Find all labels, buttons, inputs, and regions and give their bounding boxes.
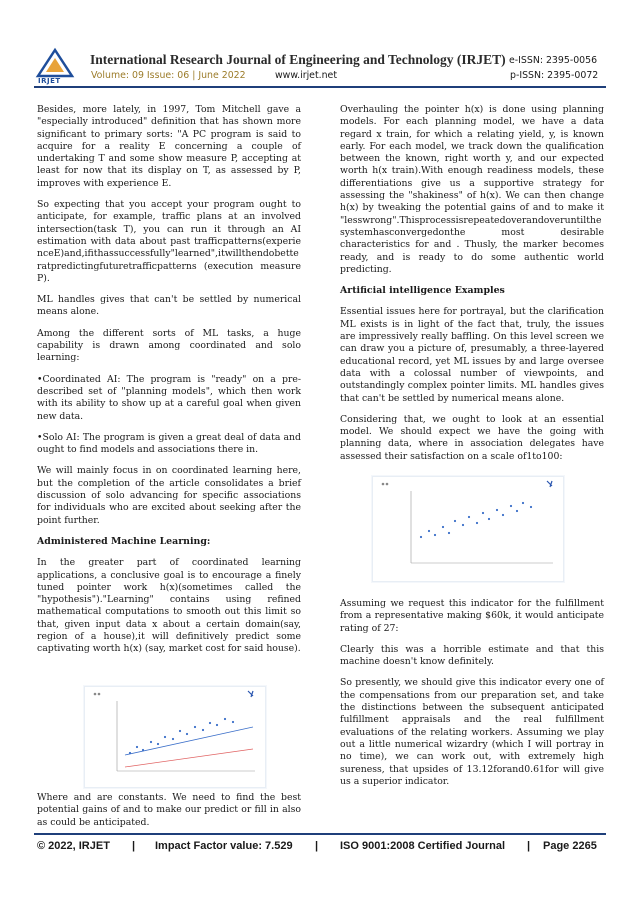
p-issn: p-ISSN: 2395-0072 <box>510 70 599 81</box>
toolbar-dot-icon <box>98 693 101 696</box>
scatter-points <box>420 502 532 538</box>
toolbar-dot-icon <box>94 693 97 696</box>
paragraph: Among the different sorts of ML tasks, a huge capability is drawn among coordinated and solo learning: <box>37 327 301 364</box>
paragraph: Essential issues here for portrayal, but the clarification ML exists is in light of the fact that, truly, the issues are impressively really baffling. On this level screen we can draw you a picture of, presumably, a three-layered educational record, yet ML issues by and large oversee data with a colossal number of viewpoints, and outstandingly complex pointer limits. ML handles gives that can't be settled by numerical means alone. <box>340 306 604 404</box>
footer-page-number: Page 2265 <box>543 840 597 852</box>
paragraph-text: (execution measure P). <box>37 260 301 284</box>
paragraph-text: trafficpatterns(experienceE)and,ifithassuccessfully"learned",itwillthendobetteratpredictingfuturetrafficpatterns <box>37 235 301 272</box>
bullet-icon: • <box>37 431 43 443</box>
bullet-item <box>37 374 301 423</box>
bullet-item <box>37 432 301 457</box>
paragraph-text: So expecting that you accept your program ought to anticipate, for example, traffic plans at an involved intersection(task T), you can run it through an AI estimation with data about past <box>37 199 301 247</box>
bullet-text: Coordinated AI: The program is "ready" on a pre-described set of "planning models", which then work with its ability to show up at a careful goal when given new data. <box>37 373 301 422</box>
footer-iso: ISO 9001:2008 Certified Journal <box>340 840 506 852</box>
footer-separator: | <box>132 840 136 852</box>
left-column-bottom <box>37 792 301 838</box>
header-divider <box>34 86 606 88</box>
left-column <box>37 104 301 665</box>
footer-separator: | <box>527 840 531 852</box>
paragraph: We will mainly focus in on coordinated learning here, but the completion of the article consolidates a brief discussion of solo advancing for specific associations for individuals who are excited about seeking after the point further. <box>37 465 301 526</box>
footer-impact-factor: Impact Factor value: 7.529 <box>155 840 293 852</box>
pencil-icon <box>248 691 253 697</box>
footer-separator: | <box>315 840 319 852</box>
toolbar-dot-icon <box>386 483 389 486</box>
logo-text: IRJET <box>38 77 61 85</box>
paragraph: ML handles gives that can't be settled by numerical means alone. <box>37 294 301 318</box>
paragraph: In the greater part of coordinated learning applications, a conclusive goal is to encourage a finely tuned pointer work h(x)(sometimes called the "hypothesis")."Learning" contains using refined mathematical computations to smooth out this limit so that, given input data x about a certain domain(say, region of a house),it will definitively predict some captivating worth h(x) (say, market cost for said house). <box>37 557 301 655</box>
scatter-points <box>129 718 234 754</box>
section-heading: Artificial intelligence Examples <box>340 285 505 297</box>
paragraph: Besides, more lately, in 1997, Tom Mitchell gave a "especially introduced" definition that has shown more significant to primary sorts: "A PC program is said to acquire for a reality E concerning a couple of undertaking T and some show measure P, accepting at least for now that its display on T, as assessed by P, improves with experience E. <box>37 104 301 189</box>
regression-figure-left <box>84 686 266 788</box>
paragraph: Clearly this was a horrible estimate and that this machine doesn't know definitely. <box>340 643 604 668</box>
section-heading: Administered Machine Learning: <box>37 535 211 547</box>
paragraph <box>37 199 301 285</box>
toolbar-dot-icon <box>382 483 385 486</box>
paragraph: Overhauling the pointer h(x) is done using planning models. For each planning model, we have a data regard x train, for which a relating yield, y, is known early. For each model, we track down the qualification between the known, right worth y, and our expected worth h(x train).With enough readiness models, these differentiations give us a supportive strategy for assessing the "shakiness" of h(x). We can then change h(x) by tweaking the potential gains of and to make it "lesswrong".Thisprocessisrepeatedoverandoveruntilthesystemhasconvergedonthe most desirable characteristics for and . Thusly, the marker becomes ready, and is ready to do some authentic world predicting. <box>340 104 604 275</box>
right-column-bottom <box>340 598 604 797</box>
bullet-text: Solo AI: The program is given a great deal of data and ought to find models and associations there in. <box>37 431 301 456</box>
journal-title: International Research Journal of Engineering and Technology (IRJET) <box>90 52 506 67</box>
volume-issue: Volume: 09 Issue: 06 | June 2022 <box>91 70 246 81</box>
footer-divider <box>34 833 606 835</box>
paragraph: Assuming we request this indicator for the fulfillment from a representative making $60k, it would anticipate rating of 27: <box>340 598 604 634</box>
paragraph: Where and are constants. We need to find the best potential gains of and to make our predict or fill in also as could be anticipated. <box>37 792 301 828</box>
paragraph: Considering that, we ought to look at an essential model. We should expect we have the going with planning data, where in association delegates have assessed their satisfaction on a scale of1to100: <box>340 413 604 462</box>
regression-figure-right <box>372 476 564 582</box>
pencil-icon <box>547 481 552 487</box>
footer-copyright: © 2022, IRJET <box>37 840 110 852</box>
bullet-icon: • <box>37 373 43 385</box>
journal-website-link[interactable]: www.irjet.net <box>275 70 337 81</box>
e-issn: e-ISSN: 2395-0056 <box>509 55 598 66</box>
page-header <box>0 0 638 90</box>
paragraph: So presently, we should give this indicator every one of the compensations from our preparation set, and take the distinctions between the subsequent anticipated fulfillment appraisals and the real fulfillment evaluations of the relating workers. Assuming we play out a little numerical wizardry (which I will portray in no time), we can work out, with extremely high sureness, that upsides of 13.12forand0.61for will give us a superior indicator. <box>340 677 604 787</box>
right-column <box>340 104 604 472</box>
